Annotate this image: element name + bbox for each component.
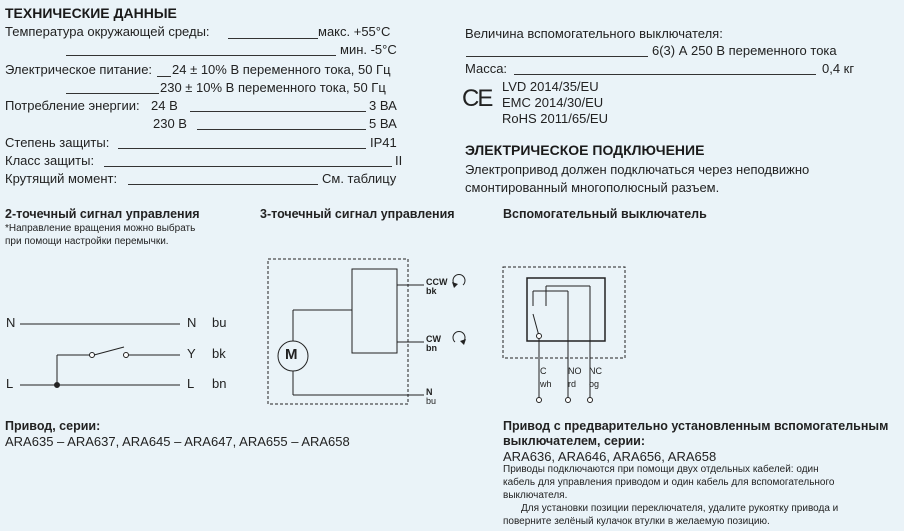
electrical-text-2: смонтированный многополюсный разъем. [465,180,720,195]
diagram-2pt-note-1: *Направление вращения можно выбрать [5,223,196,234]
series-right-p3: выключателя. [503,490,568,501]
directive-rohs: RoHS 2011/65/EU [502,111,608,126]
cw-label: CW [426,334,441,344]
power-label: Электрическое питание: [5,62,153,77]
control-block [352,269,397,353]
n-right-label: N [187,315,197,330]
ccw-color: bk [426,286,437,296]
n-color: bu [212,315,227,330]
no-terminal [566,398,571,403]
y-label: Y [187,346,196,361]
switch-pivot [537,334,542,339]
cw-arrowhead-icon [460,339,466,345]
consumption-label: Потребление энергии: [5,98,140,113]
series-left-models: ARA635 – ARA637, ARA645 – ARA647, ARA655 – ARA658 [5,434,350,449]
diagram-2pt-title: 2-точечный сигнал управления [5,207,200,221]
torque-label: Крутящий момент: [5,171,118,186]
y-color: bk [212,346,226,361]
l-color: bn [212,376,227,391]
series-right-title-2: выключателем, серии: [503,434,646,448]
ambient-label: Температура окружающей среды: [5,24,210,39]
series-right-p5: поверните зелёный кулачок втулки в желаемую позицию. [503,516,770,527]
cons-24-value: 3 ВА [369,98,397,113]
ip-label: Степень защиты: [5,135,110,150]
tech-data-title: ТЕХНИЧЕСКИЕ ДАННЫЕ [5,5,177,21]
directive-lvd: LVD 2014/35/EU [502,79,599,94]
cons-24-label: 24 В [151,98,178,113]
mass-value: 0,4 кг [822,61,855,76]
nc-color: og [589,379,600,389]
ccw-label: CCW [426,277,448,287]
power-230: 230 ± 10% В переменного тока, 50 Гц [160,80,386,95]
junction-dot [55,383,60,388]
ce-mark: CE [462,85,492,112]
c-terminal [537,398,542,403]
series-right-p4: Для установки позиции переключателя, удалите рукоятку привода и [521,503,839,514]
aux-outline [503,267,625,358]
switch-blade [94,347,124,355]
cw-color: bn [426,343,437,353]
series-left-title: Привод, серии: [5,419,101,433]
c-label: C [540,366,547,376]
switch-contact-right [124,353,129,358]
arrow-heads [452,282,466,345]
diagram-aux-wiring [503,267,625,403]
switch-housing [527,278,605,341]
l-left-label: L [6,376,14,391]
n-3pt-label: N [426,387,433,397]
electrical-text-1: Электропривод должен подключаться через неподвижно [465,162,810,177]
n-3pt-color: bu [426,396,437,406]
no-label: NO [568,366,582,376]
class-value: II [395,153,403,168]
diagram-3pt-title: 3-точечный сигнал управления [260,207,455,221]
ip-value: IP41 [370,135,397,150]
mass-label: Масса: [465,61,508,76]
n-left-label: N [6,315,16,330]
cons-230-label: 230 В [153,116,187,131]
ambient-max: макс. +55°C [318,24,391,39]
switch-arm [533,314,539,336]
class-label: Класс защиты: [5,153,95,168]
actuator-outline [268,259,408,404]
aux-value: 6(3) А 250 В переменного тока [652,43,837,58]
torque-value: См. таблицу [322,171,397,186]
diagram-2pt-note-2: при помощи настройки перемычки. [5,236,169,247]
ambient-min: мин. -5°C [340,42,397,57]
series-right-title-1: Привод с предварительно установленным вспомогательным [503,419,889,433]
switch-contact-left [90,353,95,358]
series-right-p2: кабель для управления приводом и один кабель для вспомогательного [503,477,835,488]
ccw-arrowhead-icon [452,282,458,288]
diagram-aux-title: Вспомогательный выключатель [503,207,707,221]
nc-label: NC [589,366,602,376]
nc-terminal [588,398,593,403]
l-right-label: L [187,376,195,391]
series-right-p1: Приводы подключаются при помощи двух отдельных кабелей: один [503,464,819,475]
motor-label: M [285,346,298,363]
directive-emc: EMC 2014/30/EU [502,95,604,110]
c-color: wh [540,379,552,389]
diagram-2pt-wiring [20,324,180,388]
electrical-title: ЭЛЕКТРИЧЕСКОЕ ПОДКЛЮЧЕНИЕ [465,142,705,158]
power-24: 24 ± 10% В переменного тока, 50 Гц [172,62,391,77]
aux-label: Величина вспомогательного выключателя: [465,26,723,41]
cons-230-value: 5 ВА [369,116,397,131]
series-right-models: ARA636, ARA646, ARA656, ARA658 [503,449,717,464]
no-color: rd [568,379,577,389]
